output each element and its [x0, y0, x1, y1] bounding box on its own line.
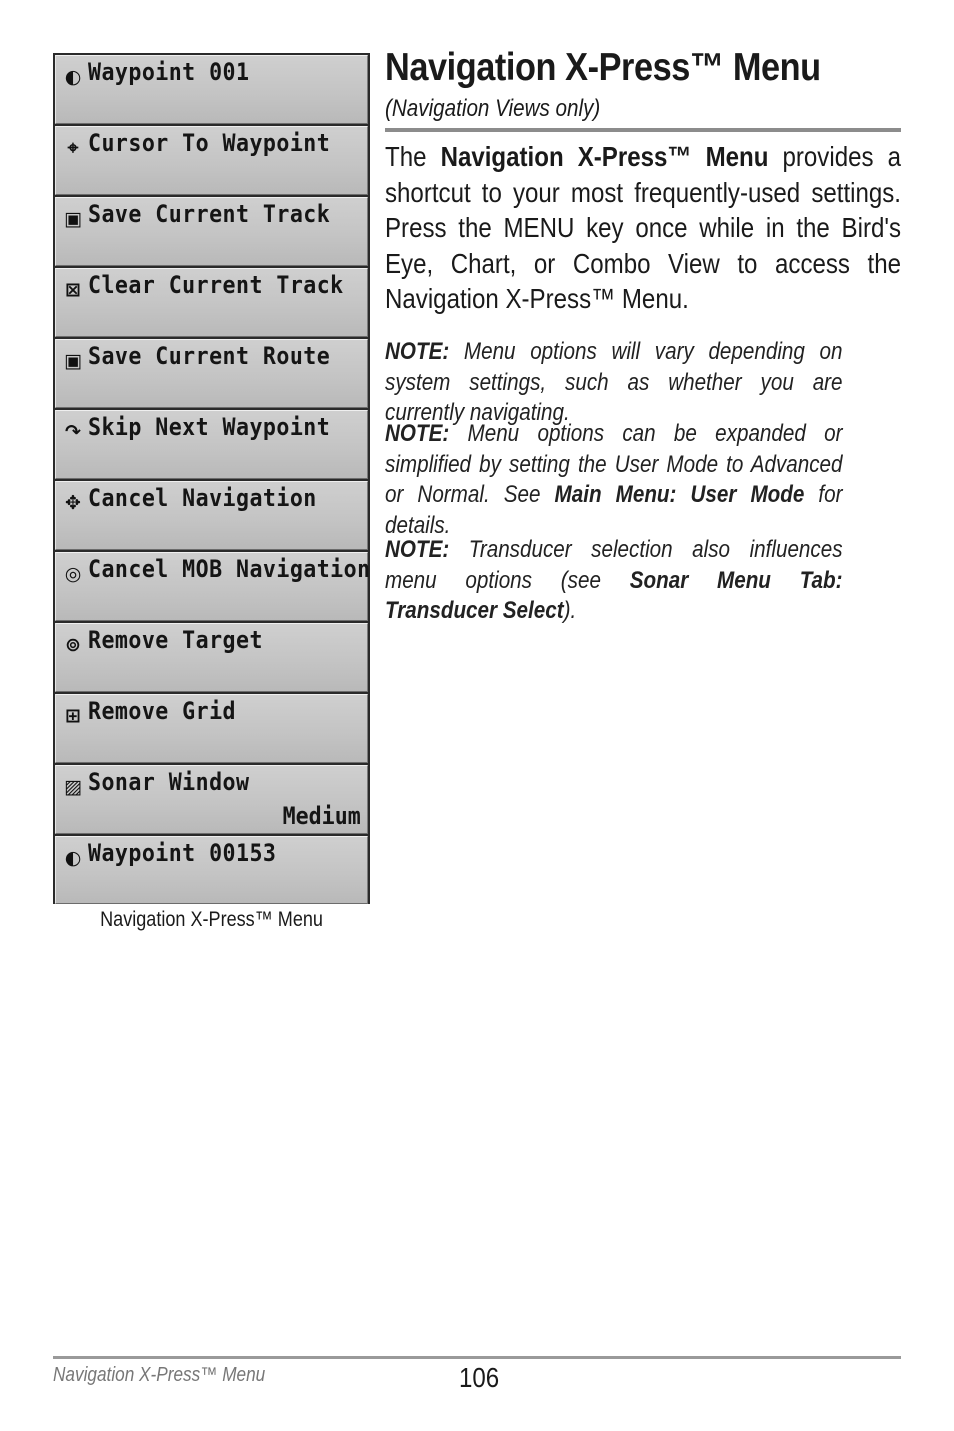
menu-item-label: Cursor To Waypoint: [88, 129, 331, 157]
cross-reference: Sonar Menu Tab: Transducer Select: [385, 566, 843, 624]
figure-caption: Navigation X-Press™ Menu: [100, 908, 323, 931]
footer-section-title: Navigation X-Press™ Menu: [53, 1364, 266, 1386]
grid-icon: ⊞: [65, 705, 81, 727]
crosshair-icon: ⌖: [67, 137, 79, 159]
menu-item-label: Cancel MOB Navigation: [88, 555, 371, 583]
menu-item-save-current-route: [55, 339, 368, 408]
menu-item-label: Cancel Navigation: [88, 484, 317, 512]
menu-item-clear-current-track: [55, 268, 368, 337]
menu-item-label: Remove Target: [88, 626, 263, 654]
footer-divider: [53, 1356, 901, 1359]
intro-paragraph: The Navigation X-Press™ Menu provides a shortcut to your most frequently-used settings. Press the MENU key once while in the Bird's Eye, Chart, or Combo View to access the Navigation X-Press™ Menu.: [385, 141, 901, 314]
menu-item-label: Sonar Window: [88, 768, 250, 796]
section-title: Navigation X-Press™ Menu: [385, 46, 821, 89]
save-icon: ▣: [64, 350, 82, 372]
menu-item-label: Waypoint 00153: [88, 839, 277, 867]
waypoint-icon: ◐: [64, 66, 82, 88]
menu-item-label: Skip Next Waypoint: [88, 413, 331, 441]
mob-icon: ◎: [64, 563, 82, 585]
menu-item-waypoint-00153: [55, 836, 368, 904]
navigation-xpress-menu-screenshot: [53, 53, 370, 904]
page-number: 106: [459, 1362, 500, 1393]
note-1: NOTE: Menu options will vary depending on system settings, such as whether you are currently navigating.: [385, 338, 843, 426]
menu-item-waypoint-001: [55, 55, 368, 124]
save-icon: ▣: [64, 208, 82, 230]
cross-reference: Main Menu: User Mode: [554, 481, 805, 508]
menu-item-label: Waypoint 001: [88, 58, 250, 86]
menu-item-label: Save Current Track: [88, 200, 331, 228]
menu-item-value: Medium: [282, 802, 361, 830]
menu-item-skip-next-waypoint: [55, 410, 368, 479]
menu-item-cursor-to-waypoint: [55, 126, 368, 195]
title-divider: [385, 128, 901, 132]
menu-item-sonar-window: [55, 765, 368, 834]
note-2: NOTE: Menu options can be expanded or simplified by setting the User Mode to Advanced or Normal. See Main Menu: User Mode for details.: [385, 420, 843, 539]
menu-item-remove-grid: [55, 694, 368, 763]
waypoint-icon: ◐: [64, 847, 82, 869]
menu-item-label: Save Current Route: [88, 342, 331, 370]
intro-bold-term: Navigation X-Press™ Menu: [440, 141, 769, 172]
skip-icon: ↷: [65, 421, 81, 443]
target-icon: ⊚: [65, 634, 81, 656]
section-subtitle: (Navigation Views only): [385, 95, 601, 122]
menu-item-cancel-navigation: [55, 481, 368, 550]
menu-item-label: Remove Grid: [88, 697, 237, 725]
menu-item-remove-target: [55, 623, 368, 692]
clear-icon: ⊠: [65, 279, 81, 301]
menu-item-label: Clear Current Track: [88, 271, 344, 299]
sonar-window-icon: ▨: [64, 776, 82, 798]
menu-item-save-current-track: [55, 197, 368, 266]
cancel-navigation-icon: ✥: [65, 492, 81, 514]
menu-item-cancel-mob-navigation: [55, 552, 371, 621]
note-3: NOTE: Transducer selection also influences menu options (see Sonar Menu Tab: Transducer Select).: [385, 536, 843, 624]
